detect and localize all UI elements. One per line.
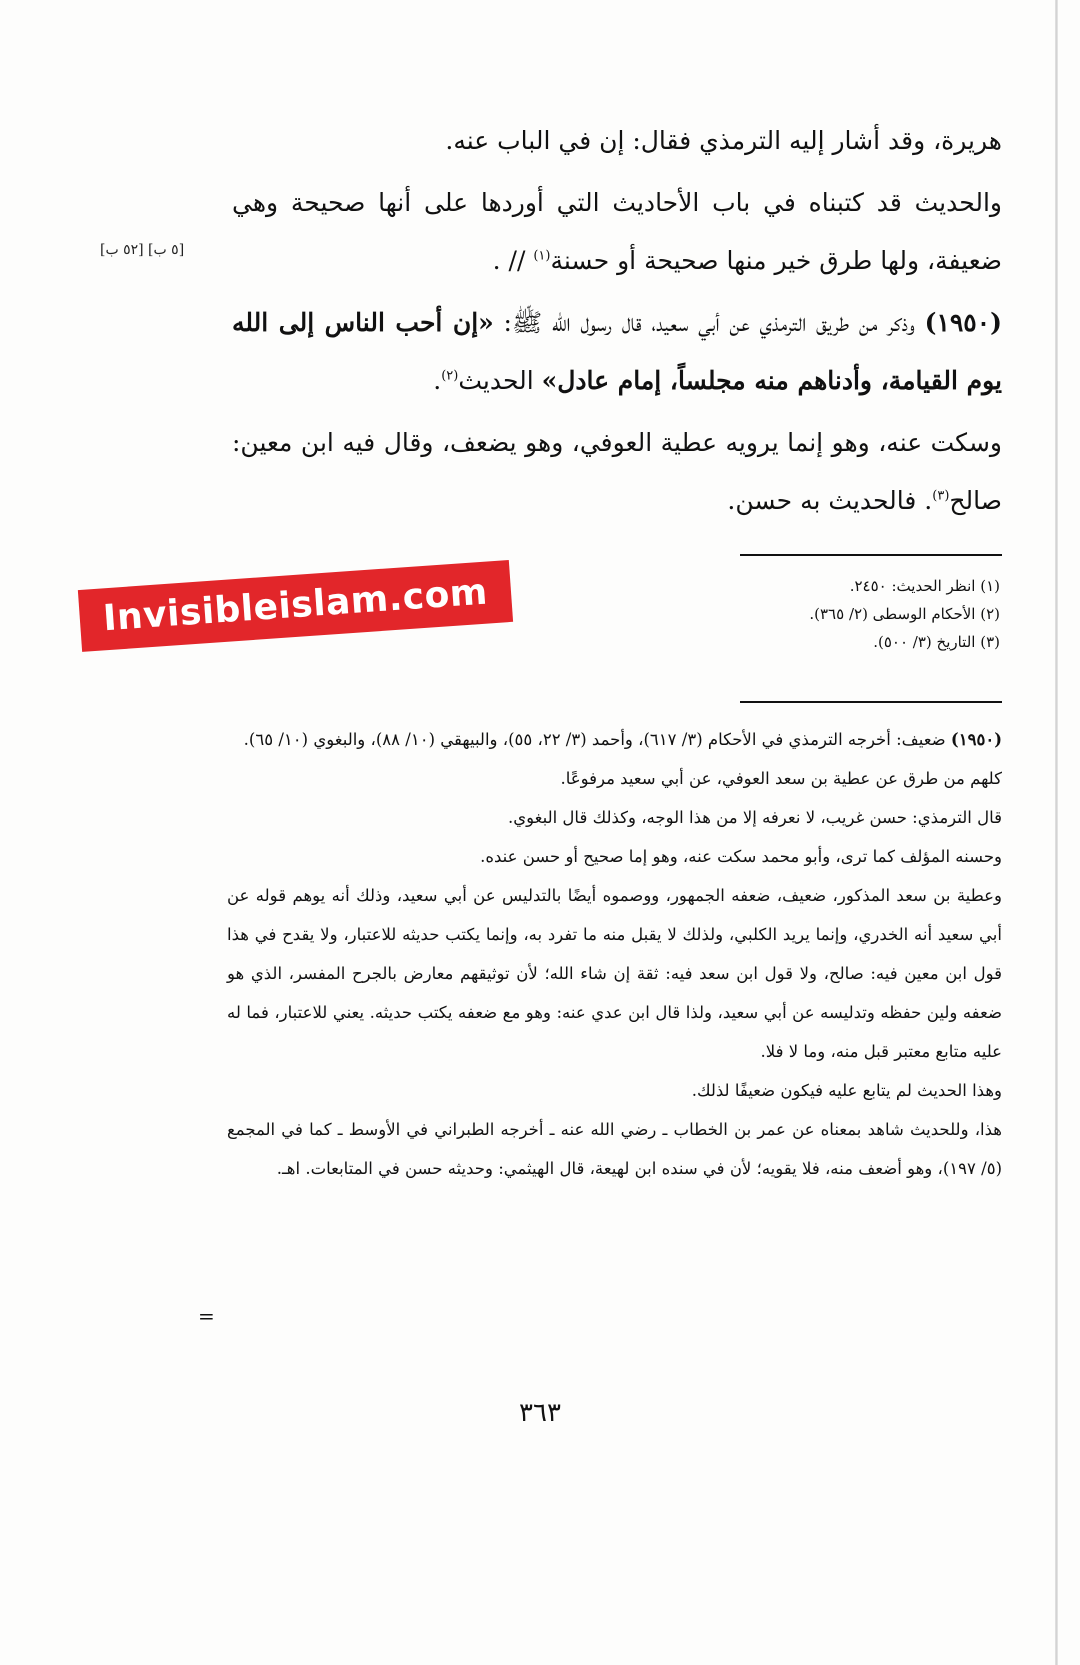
hadith-quote: «إن أحب الناس إلى الله يوم القيامة، وأدناهم منه مجلساً، إمام عادل»	[232, 308, 1002, 395]
main-paragraph-4	[232, 414, 1002, 530]
continuation-mark: =	[198, 1304, 215, 1328]
paragraph-2-text: والحديث قد كتبناه في باب الأحاديث التي أوردها على أنها صحيحة وهي ضعيفة، ولها طرق خير منها صحيحة أو حسنة	[232, 188, 1002, 275]
commentary-line: وحسنه المؤلف كما ترى، وأبو محمد سكت عنه، وهو إما صحيح أو حسن عنده.	[480, 847, 1002, 866]
paragraph-4-text: وسكت عنه، وهو إنما يرويه عطية العوفي، وهو يضعف، وقال فيه ابن معين: صالح	[232, 428, 1002, 515]
footnote-1: (١) انظر الحديث: ٢٤٥٠.	[849, 577, 1000, 595]
paragraph-2-end: // .	[492, 246, 534, 275]
commentary-line: وعطية بن سعد المذكور، ضعيف، ضعفه الجمهور، ووصموه أيضًا بالتدليس عن أبي سعيد، وذلك أنه يوهم قوله عن أبي سعيد أنه الخدري، وإنما يريد الكلبي، ولذلك لا يقبل منه ما تفرد به، وإنما يكتب حديثه للاعتبار، ولا يقدح في هذا قول ابن معين فيه: صالح، ولا قول ابن سعد فيه: ثقة إن شاء الله؛ لأن توثيقهم معارض بالجرح المفسر، الذي هو ضعفه ولين حفظه وتدليسه عن أبي سعيد، ولذا قال ابن عدي عنه: وهو مع ضعفه يكتب حديثه. يعني للاعتبار، فما له عليه متابع معتبر قبل منه، وما لا فلا.	[227, 886, 1002, 1061]
commentary-divider	[740, 701, 1002, 703]
main-line-1: هريرة، وقد أشار إليه الترمذي فقال: إن في الباب عنه.	[445, 126, 1002, 155]
main-text	[232, 112, 1002, 534]
hadith-paragraph	[232, 294, 1002, 410]
commentary-number: (١٩٥٠)	[950, 730, 1002, 749]
main-paragraph-2	[232, 174, 1002, 290]
hadith-number: (١٩٥٠)	[924, 308, 1003, 337]
footnote-ref-3: (٣)	[932, 488, 950, 504]
footnotes	[520, 572, 1000, 656]
paragraph-4-end: . فالحديث به حسن.	[727, 486, 933, 515]
footnote-ref-1: (١)	[533, 248, 551, 264]
commentary-line-text: ضعيف: أخرجه الترمذي في الأحكام (٣/ ٦١٧)، وأحمد (٣/ ٢٢، ٥٥)، والبيهقي (١٠/ ٨٨)، والبغوي (١٠/ ٦٥).	[243, 730, 951, 749]
commentary-line: كلهم من طرق عن عطية بن سعد العوفي، عن أبي سعيد مرفوعًا.	[560, 769, 1002, 788]
commentary-line	[227, 720, 1002, 759]
watermark-logo: Invisibleislam.com	[78, 560, 513, 652]
footnote-divider	[740, 554, 1002, 556]
commentary-line: هذا، وللحديث شاهد بمعناه عن عمر بن الخطاب ـ رضي الله عنه ـ أخرجه الطبراني في الأوسط ـ كما في المجمع (٥/ ١٩٧)، وهو أضعف منه، فلا يقويه؛ لأن في سنده ابن لهيعة، قال الهيثمي: وحديثه حسن في المتابعات. اهـ.	[227, 1120, 1002, 1178]
page-number: ٣٦٣	[519, 1398, 561, 1428]
hadith-end: .	[433, 366, 442, 395]
hadith-intro: وذكر من طريق الترمذي عن أبي سعيد، قال رسول الله ﷺ:	[493, 308, 925, 337]
footnote-3: (٣) التاريخ (٣/ ٥٠٠).	[873, 633, 1000, 651]
footnote-2: (٢) الأحكام الوسطى (٢/ ٣٦٥).	[809, 605, 1000, 623]
commentary-line: وهذا الحديث لم يتابع عليه فيكون ضعيفًا لذلك.	[691, 1081, 1002, 1100]
margin-note: [٥ ب] [٥٢ ب]	[100, 242, 185, 258]
commentary-line: قال الترمذي: حسن غريب، لا نعرفه إلا من هذا الوجه، وكذلك قال البغوي.	[507, 808, 1002, 827]
hadith-tail: الحديث	[458, 366, 542, 395]
footnote-ref-2: (٢)	[441, 368, 459, 384]
commentary	[227, 720, 1002, 1188]
